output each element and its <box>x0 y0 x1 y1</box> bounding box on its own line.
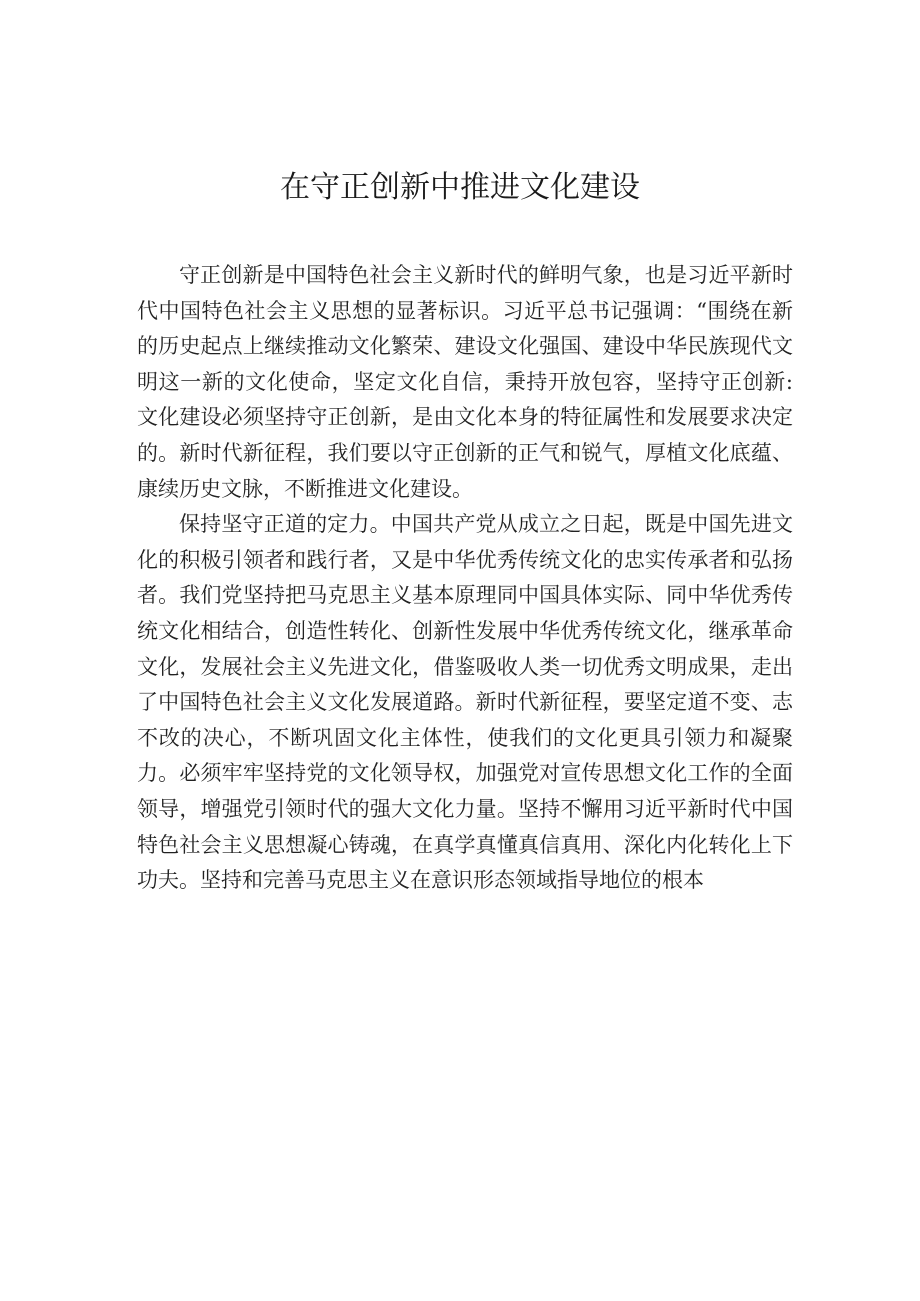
document-title: 在守正创新中推进文化建设 <box>280 170 640 205</box>
paragraph: 保持坚守正道的定力。中国共产党从成立之日起，既是中国先进文化的积极引领者和践行者，又是中华优秀传统文化的忠实传承者和弘扬者。我们党坚持把马克思主义基本原理同中国具体实际、同中华优秀传统文化相结合，创造性转化、创新性发展中华优秀传统文化，继承革命文化，发展社会主义先进文化，借鉴吸收人类一切优秀文明成果，走出了中国特色社会主义文化发展道路。新时代新征程，要坚定道不变、志不改的决心，不断巩固文化主体性，使我们的文化更具引领力和凝聚力。必须牢牢坚持党的文化领导权，加强党对宣传思想文化工作的全面领导，增强党引领时代的强大文化力量。坚持不懈用习近平新时代中国特色社会主义思想凝心铸魂，在真学真懂真信真用、深化内化转化上下功夫。坚持和完善马克思主义在意识形态领域指导地位的根本 <box>137 512 793 893</box>
document-body <box>137 258 793 899</box>
paragraph: 守正创新是中国特色社会主义新时代的鲜明气象，也是习近平新时代中国特色社会主义思想的显著标识。习近平总书记强调：“围绕在新的历史起点上继续推动文化繁荣、建设文化强国、建设中华民族现代文明这一新的文化使命，坚定文化自信，秉持开放包容，坚持守正创新:文化建设必须坚持守正创新，是由文化本身的特征属性和发展要求决定的。新时代新征程，我们要以守正创新的正气和锐气，厚植文化底蕴、康续历史文脉，不断推进文化建设。 <box>137 263 793 501</box>
